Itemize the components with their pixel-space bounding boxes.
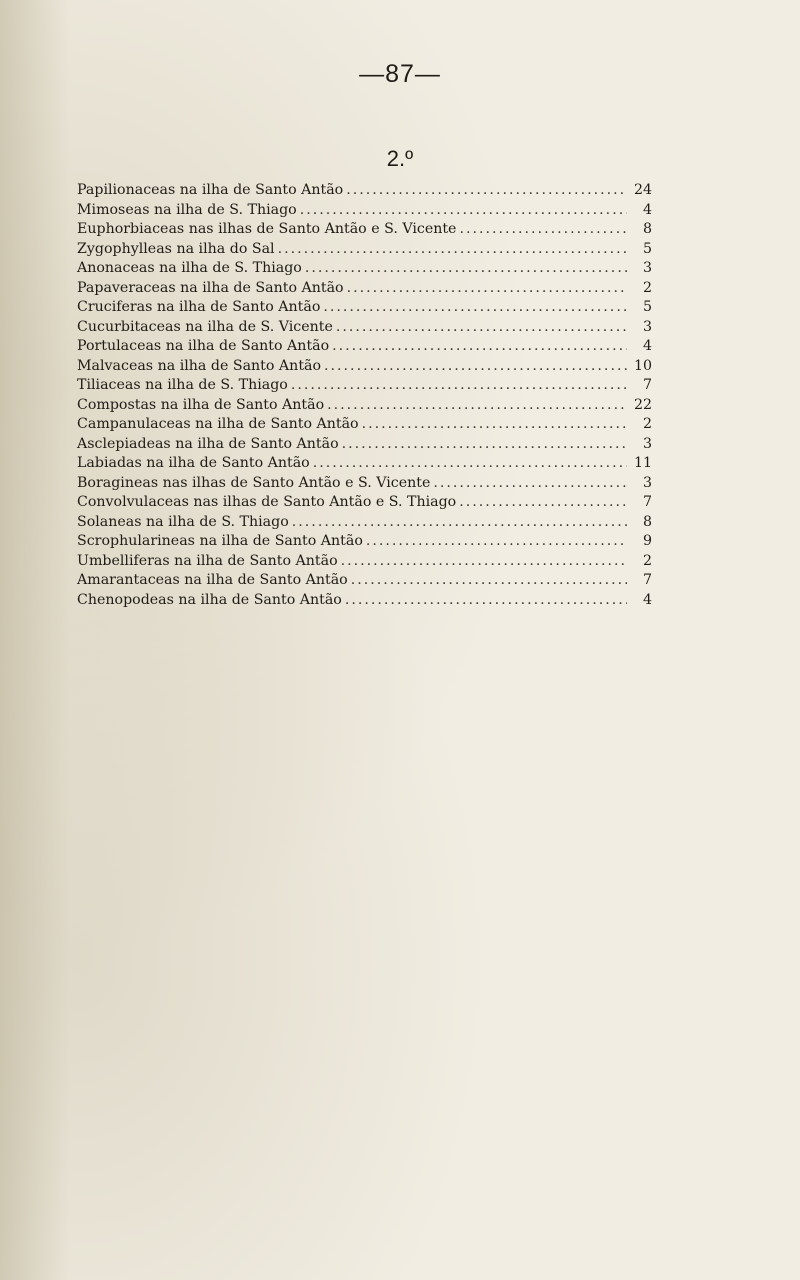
entry-label: Papilionaceas na ilha de Santo Antão (77, 182, 344, 198)
list-item (77, 513, 652, 533)
list-item (77, 318, 652, 338)
entry-label: Anonaceas na ilha de S. Thiago (77, 260, 302, 276)
entry-count: 7 (642, 572, 652, 588)
entry-count: 2 (642, 416, 652, 432)
entry-count: 2 (642, 552, 652, 569)
entry-label: Campanulaceas na ilha de Santo Antão (77, 416, 359, 432)
entry-count: 7 (642, 494, 652, 510)
list-item (77, 181, 652, 201)
dot-leader (351, 571, 627, 591)
entry-label: Amarantaceas na ilha de Santo Antão (77, 572, 348, 588)
entry-count: 3 (642, 318, 652, 335)
list-item (77, 357, 652, 377)
dot-leader (459, 220, 627, 240)
entry-label: Cruciferas na ilha de Santo Antão (77, 299, 321, 315)
entry-label: Boragineas nas ilhas de Santo Antão e S. Vicente (77, 474, 431, 491)
list-item (77, 532, 652, 552)
list-item (77, 220, 652, 240)
entry-count: 5 (642, 299, 652, 315)
entry-label: Malvaceas na ilha de Santo Antão (77, 357, 322, 374)
dot-leader (292, 513, 627, 533)
entry-label: Tiliaceas na ilha de S. Thiago (77, 377, 288, 393)
entry-count: 3 (642, 260, 652, 276)
list-item (77, 415, 652, 435)
dot-leader (433, 474, 627, 494)
entry-count: 4 (642, 591, 652, 608)
entry-count: 9 (642, 533, 652, 549)
dot-leader (336, 318, 627, 338)
entry-label: Convolvulaceas nas ilhas de Santo Antão e S. Thiago (77, 494, 457, 510)
dot-leader (346, 181, 627, 201)
entry-label: Zygophylleas na ilha do Sal (77, 240, 275, 257)
list-item (77, 396, 652, 416)
page-number: —87— (359, 60, 441, 88)
dot-leader (291, 376, 627, 396)
entry-label: Portulaceas na ilha de Santo Antão (77, 338, 330, 354)
dot-leader (300, 201, 627, 221)
entry-label: Papaveraceas na ilha de Santo Antão (77, 279, 344, 296)
dot-leader (345, 591, 627, 611)
entry-label: Umbelliferas na ilha de Santo Antão (77, 552, 338, 569)
list-item (77, 259, 652, 279)
dot-leader (305, 259, 627, 279)
section-heading: 2.º (386, 146, 414, 171)
dot-leader (313, 454, 627, 474)
dot-leader (342, 435, 627, 455)
entry-count: 3 (642, 435, 652, 452)
dot-leader (341, 552, 627, 572)
list-item (77, 552, 652, 572)
entry-count: 2 (642, 279, 652, 296)
list-item (77, 454, 652, 474)
list-item (77, 493, 652, 513)
dot-leader (278, 240, 627, 260)
entry-label: Scrophularineas na ilha de Santo Antão (77, 533, 363, 549)
entry-count: 3 (642, 474, 652, 491)
entry-label: Cucurbitaceas na ilha de S. Vicente (77, 318, 333, 335)
dot-leader (324, 357, 627, 377)
list-item (77, 279, 652, 299)
list-item (77, 591, 652, 611)
list-item (77, 337, 652, 357)
dot-leader (362, 415, 627, 435)
entry-count: 10 (633, 357, 652, 374)
list-item (77, 201, 652, 221)
entry-label: Chenopodeas na ilha de Santo Antão (77, 591, 342, 608)
dot-leader (347, 279, 627, 299)
list-item (77, 571, 652, 591)
dot-leader (327, 396, 627, 416)
entry-count: 24 (633, 182, 652, 198)
entry-count: 22 (633, 396, 652, 413)
entry-label: Labiadas na ilha de Santo Antão (77, 455, 310, 471)
dot-leader (459, 493, 627, 513)
entry-count: 8 (642, 513, 652, 530)
entry-count: 8 (642, 221, 652, 237)
entry-count: 11 (633, 455, 652, 471)
dot-leader (332, 337, 627, 357)
entry-count: 4 (642, 201, 652, 218)
entry-count: 5 (642, 240, 652, 257)
list-item (77, 435, 652, 455)
list-item (77, 298, 652, 318)
list-item (77, 240, 652, 260)
entry-count: 7 (642, 377, 652, 393)
entry-label: Asclepiadeas na ilha de Santo Antão (77, 435, 339, 452)
dot-leader (323, 298, 627, 318)
entry-label: Euphorbiaceas nas ilhas de Santo Antão e S. Vicente (77, 221, 457, 237)
list-item (77, 474, 652, 494)
list-item (77, 376, 652, 396)
entry-label: Solaneas na ilha de S. Thiago (77, 513, 289, 530)
entry-label: Mimoseas na ilha de S. Thiago (77, 201, 297, 218)
dot-leader (366, 532, 627, 552)
entry-label: Compostas na ilha de Santo Antão (77, 396, 325, 413)
species-count-list (77, 181, 652, 610)
entry-count: 4 (642, 338, 652, 354)
